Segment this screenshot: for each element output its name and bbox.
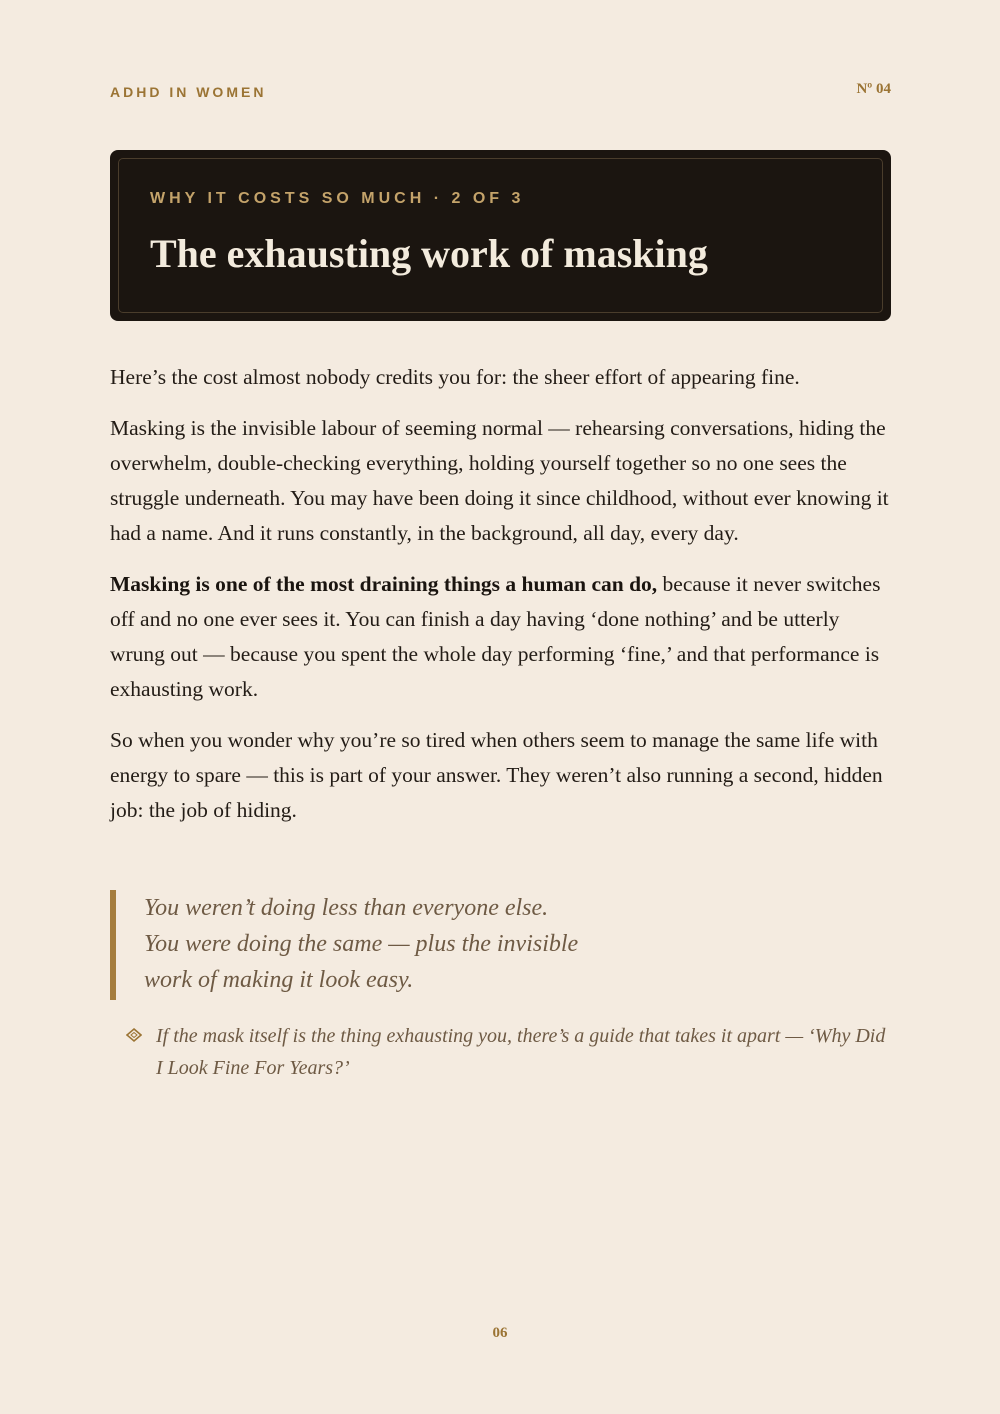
pull-quote-line-1: You weren’t doing less than everyone else. [144,895,549,921]
section-kicker: WHY IT COSTS SO MUCH · 2 OF 3 [150,190,525,207]
pull-quote-line-2: You were doing the same — plus the invisible [144,931,579,957]
body-paragraph-1: Here’s the cost almost nobody credits you for: the sheer effort of appearing fine. [110,365,800,389]
running-head: ADHD IN WOMEN [110,84,267,100]
body-paragraph-3-rest: because it never switches off and no one ever sees it. You can finish a day having ‘done nothing’ and be utterly wrung out — because you spent the whole day performing ‘fine,’ and that performance is exhausting work. [110,572,881,701]
body-paragraph-2: Masking is the invisible labour of seeming normal — rehearsing conversations, hiding the overwhelm, double-checking everything, holding yourself together so no one sees the struggle underneath. You may have been doing it since childhood, without ever knowing it had a name. And it runs constantly, in the background, all day, every day. [110,416,889,545]
article-body [110,360,895,844]
guide-note-text: If the mask itself is the thing exhausting you, there’s a guide that takes it apart — ‘Why Did I Look Fine For Years?’ [156,1025,886,1079]
page-number: 06 [492,1325,508,1341]
diamond-ornament-icon [126,1027,140,1041]
pull-quote [110,890,710,1000]
bold-lead-sentence: Masking is one of the most draining things a human can do, [110,572,658,596]
page-title: The exhausting work of masking [150,231,708,276]
body-paragraph-3 [110,567,895,707]
issue-number: Nº 04 [856,81,891,97]
pull-quote-line-3: work of making it look easy. [144,967,414,993]
body-paragraph-4: So when you wonder why you’re so tired when others seem to manage the same life with energy to spare — this is part of your answer. They weren’t also running a second, hidden job: the job of hiding. [110,728,883,822]
